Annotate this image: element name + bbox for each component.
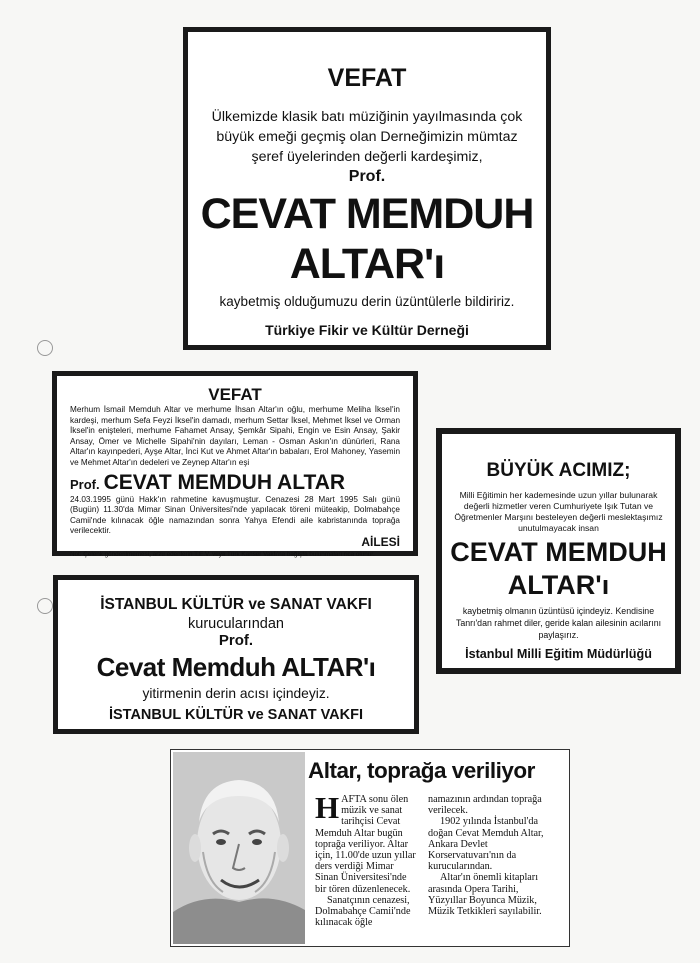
deceased-name-line1: CEVAT MEMDUH [200, 190, 534, 238]
deceased-name: CEVAT MEMDUH ALTAR [103, 470, 346, 494]
notice-intro: Ülkemizde klasik batı müziğinin yayılmasında çok büyük emeği geçmiş olan Derneğimizin mümtaz şeref üyelerinden değerli kardeşimiz, [211, 109, 523, 165]
newspaper-article [170, 749, 570, 947]
academic-title: Prof. [348, 168, 386, 185]
portrait-photo [173, 752, 305, 944]
academic-title: Prof. [70, 476, 100, 492]
deceased-name-row [70, 471, 400, 495]
article-column-1 [315, 790, 419, 929]
binder-hole-top [37, 340, 53, 356]
notice-organization: İstanbul Milli Eğitim Müdürlüğü [465, 647, 652, 661]
deceased-name-line1: CEVAT MEMDUH [450, 537, 667, 567]
foundation-name-top: İSTANBUL KÜLTÜR ve SANAT VAKFI [100, 596, 372, 613]
family-signature: AİLESİ [361, 534, 400, 549]
notice-closing: kaybetmiş olmanın üzüntüsü içindeyiz. Kendisine Tanrı'dan rahmet diler, geride kalan ailesinin acılarını paylaşırız. [455, 606, 662, 640]
founder-label: kurucularından [188, 616, 284, 632]
funeral-details: 24.03.1995 günü Hakk'ın rahmetine kavuşmuştur. Cenazesi 28 Mart 1995 Salı günü (Bugün) 11.30'da Mimar Sinan Üniversitesi'nde yapılacak töreni müteakip, Dolmabahçe Camii'nde kılınacak öğle namazından sonra Yahya Efendi aile kabristanında toprağa verilecektir. [70, 494, 400, 536]
notice-title: BÜYÜK ACIMIZ; [486, 460, 631, 481]
article-paragraph: AFTA sonu ölen müzik ve sanat tarihçisi Cevat Memduh Altar bugün toprağa veriliyor. Altar için, 11.00'de uzun yıllar ders verdiği Mimar Sinan Üniversitesi'nde bir tören düzenlenecek. [315, 794, 416, 895]
obituary-notice-vefat-large [183, 27, 551, 350]
academic-title: Prof. [218, 632, 254, 649]
article-column-2 [428, 794, 558, 917]
obituary-notice-family [52, 371, 418, 556]
notice-title: VEFAT [208, 385, 262, 404]
article-headline: Altar, toprağa veriliyor [308, 758, 535, 783]
binder-hole-bottom [37, 598, 53, 614]
obituary-notice-culture-foundation [53, 575, 419, 734]
wreath-note: Not: Çelenk gönderilmemesi, arzu edenlerin T.E.V. veya Türk Kanser Vakfı'na bağışta bulunmaları rica olunur. [70, 550, 375, 558]
article-paragraph: 1902 yılında İstanbul'da doğan Cevat Memduh Altar, Ankara Devlet Korservatuvarı'nın da kurucularından. [428, 816, 544, 873]
notice-organization: Türkiye Fikir ve Kültür Derneği [265, 322, 469, 338]
notice-text: Milli Eğitimin her kademesinde uzun yıllar bulunarak değerli hizmetler veren Cumhuriyete Işık Tutan ve Öğretmenler Marşını besteleyen değerli meslektaşımız unutulmayacak insan [454, 490, 663, 533]
deceased-name: Cevat Memduh ALTAR'ı [96, 652, 376, 682]
notice-closing: yitirmenin derin acısı içindeyiz. [142, 686, 330, 701]
obituary-notice-education-directorate [436, 428, 681, 674]
article-paragraph: Sanatçının cenazesi, Dolmabahçe Camii'nde kılınacak öğle [315, 894, 411, 929]
article-paragraph: Altar'ın önemli kitapları arasında Opera Tarihi, Yüzyıllar Boyunca Müzik, Müzik Tetkikleri sayılabilir. [428, 872, 542, 918]
notice-closing: kaybetmiş olduğumuzu derin üzüntülerle bildiririz. [219, 294, 515, 309]
deceased-name-line2: ALTAR'ı [507, 570, 610, 600]
notice-title: VEFAT [327, 64, 407, 92]
foundation-name-bottom: İSTANBUL KÜLTÜR ve SANAT VAKFI [108, 707, 364, 723]
deceased-name-line2: ALTAR'ı [289, 240, 445, 288]
article-paragraph: namazının ardından toprağa verilecek. [428, 794, 542, 817]
notice-body: Merhum İsmail Memduh Altar ve merhume İhsan Altar'ın oğlu, merhume Meliha İkseI'in kardeşi, merhum Sefa Feyzi İksel'in damadı, merhum Settar İksel, Mehmet İksel ve Orman İksel'in enişteleri, merhume Fahamet Ansay, Şemkâr Sipahi, Engin ve Esin Ansay, Şakir Ansay, Ömer ve Michelle Sipahi'nin dayıları, Leman - Osman Askın'ın dünürleri, Rana Altar'ın kayınpederi, Ayşe Altar, İnci Kut ve Ahmet Altar'ın babaları, Erol Mahoney, Yasemin ve Mehmet Altar'ın dedeleri ve Zeynep Altar'ın eşi [70, 405, 400, 467]
drop-cap: H [315, 790, 340, 825]
